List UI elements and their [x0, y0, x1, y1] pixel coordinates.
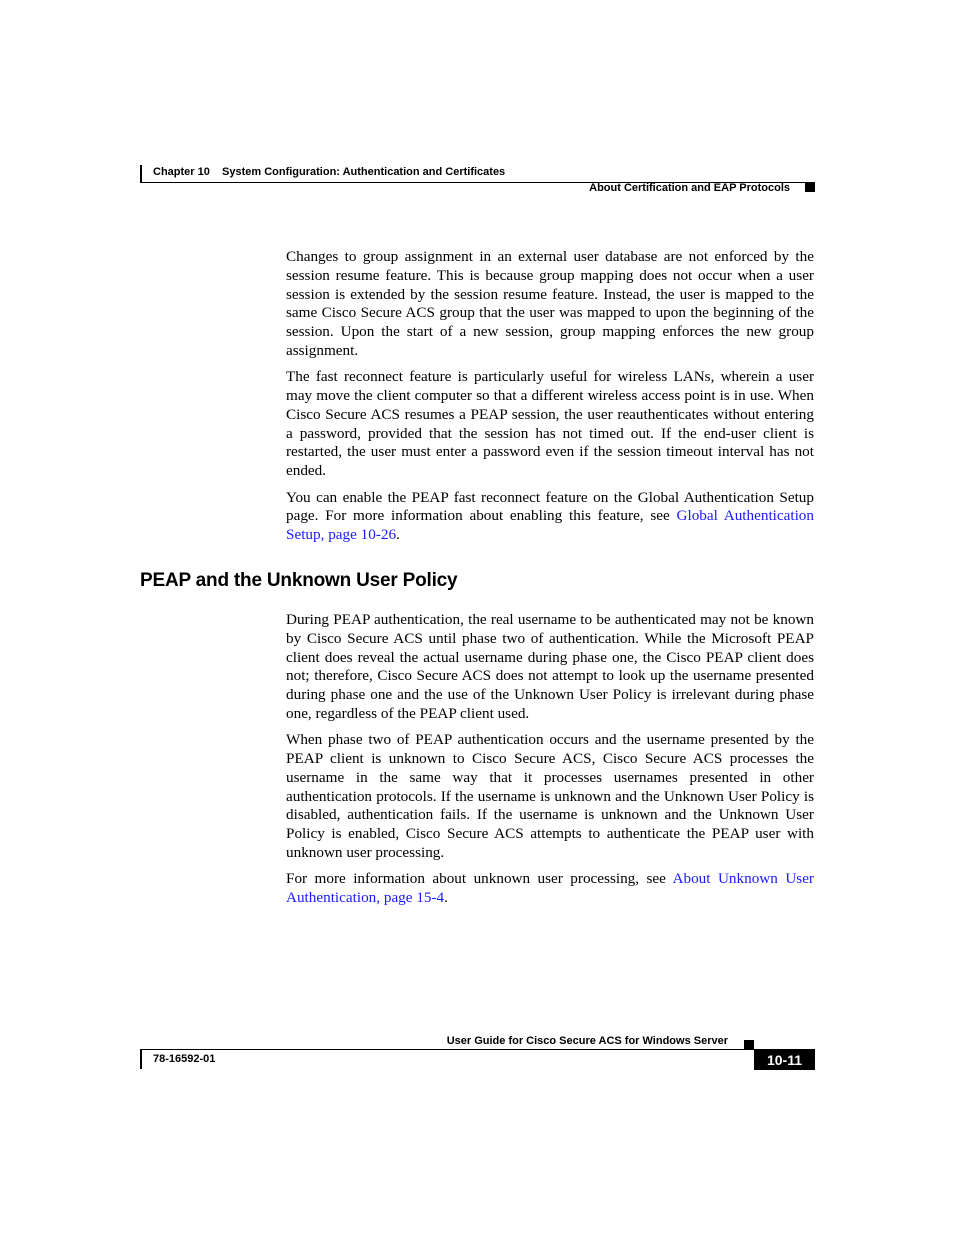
footer-rule	[140, 1049, 815, 1050]
guide-title: User Guide for Cisco Secure ACS for Windows Server	[446, 1035, 728, 1047]
intro-paragraph-3: You can enable the PEAP fast reconnect feature on the Global Authentication Setup page. For more information about enabling this feature, see Global Authentication Setup, page 10-26.	[286, 488, 814, 544]
global-auth-setup-link[interactable]: Global Authentication Setup, page 10-26	[286, 507, 814, 544]
doc-number: 78-16592-01	[153, 1053, 216, 1065]
intro-paragraph-2: The fast reconnect feature is particularly useful for wireless LANs, wherein a user may move the client computer so that a different wireless access point is in use. When Cisco Secure ACS resumes a PEAP session, the user reauthenticates without entering a password, provided that the session has not timed out. If the end-user client is restarted, the user must enter a password even if the session timeout interval has not ended.	[286, 368, 814, 480]
header-left-bar	[140, 165, 142, 183]
chapter-label: Chapter 10	[153, 166, 210, 178]
footer-left-bar	[140, 1049, 142, 1069]
section-heading: PEAP and the Unknown User Policy	[140, 570, 458, 591]
intro-block	[286, 248, 814, 552]
unknown-user-auth-link[interactable]: About Unknown User Authentication, page 15-4	[286, 870, 814, 907]
peap-paragraph-3: For more information about unknown user processing, see About Unknown User Authentication, page 15-4.	[286, 870, 814, 907]
page-number: 10-11	[754, 1050, 815, 1070]
chapter-title: System Configuration: Authentication and Certificates	[222, 166, 506, 178]
peap-paragraph-2: When phase two of PEAP authentication occurs and the username presented by the PEAP client is unknown to Cisco Secure ACS, Cisco Secure ACS processes the username in the same way that it processes usernames presented in other authentication protocols. If the username is unknown and the Unknown User Policy is disabled, authentication fails. If the username is unknown and the Unknown User Policy is enabled, Cisco Secure ACS attempts to authenticate the PEAP user with unknown user processing.	[286, 731, 814, 862]
peap-block	[286, 611, 814, 915]
header-marker	[805, 183, 815, 192]
section-title: About Certification and EAP Protocols	[589, 182, 790, 194]
peap-paragraph-1: During PEAP authentication, the real username to be authenticated may not be known by Cisco Secure ACS until phase two of authentication. While the Microsoft PEAP client does reveal the actual username during phase one, the Cisco PEAP client does not; therefore, Cisco Secure ACS does not attempt to look up the username presented during phase one and the use of the Unknown User Policy is irrelevant during phase one, regardless of the PEAP client used.	[286, 611, 814, 722]
footer-marker	[744, 1040, 754, 1049]
intro-paragraph-1: Changes to group assignment in an external user database are not enforced by the session resume feature. This is because group mapping does not occur when a user session is extended by the session resume feature. Instead, the user is mapped to the same Cisco Secure ACS group that the user was mapped to upon the beginning of the session. Upon the start of a new session, group mapping enforces the new group assignment.	[286, 248, 814, 359]
